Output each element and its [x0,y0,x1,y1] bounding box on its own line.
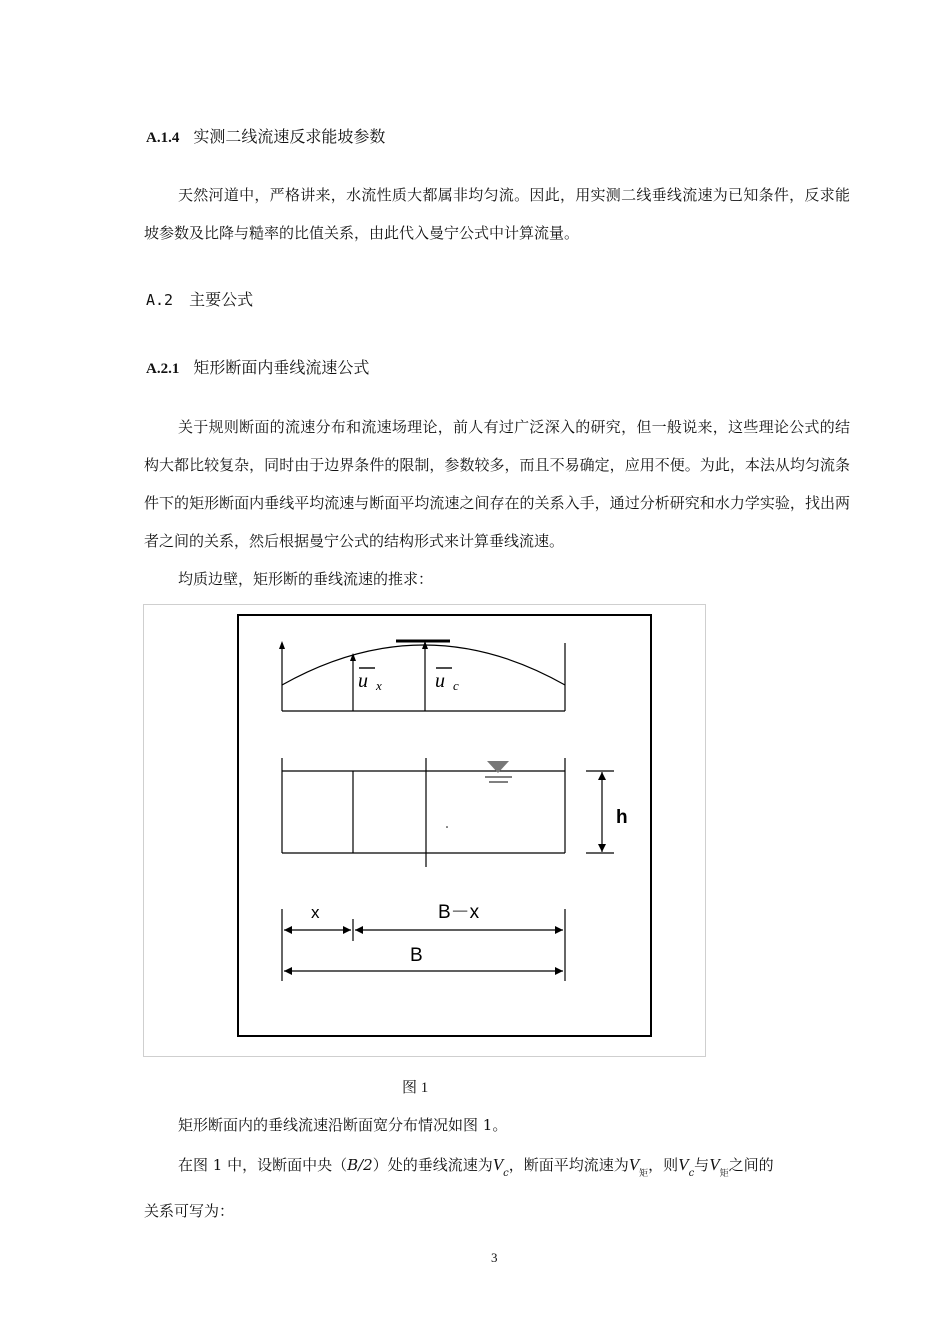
text-run: ，断面平均流速为 [508,1156,629,1174]
ux-sub: x [376,678,382,693]
section-heading-a21 [146,355,369,378]
var-v: V [678,1155,689,1174]
b-arrow-right [555,967,563,975]
uc-label: u [435,670,445,692]
text-run: 之间的 [728,1156,774,1174]
dot [446,826,448,828]
sub-ju: 矩 [719,1169,729,1179]
var-v: V [628,1155,640,1174]
page-number: 3 [491,1250,498,1265]
figure-diagram [144,605,705,1056]
paragraph: 关于规则断面的流速分布和流速场理论，前人有过广泛深入的研究，但一般说来，这些理论公式的结构大都比较复杂，同时由于边界条件的限制，参数较多，而且不易确定，应用不便。为此，本法从均匀流条件下的矩形断面内垂线平均流速与断面平均流速之间存在的关系入手，通过分析研究和水力学实验，找出两者之间的关系，然后根据曼宁公式的结构形式来计算垂线流速。 [144,418,850,550]
var-v: V [709,1155,720,1174]
h-arrow-down [598,844,606,852]
b-arrow-left [284,967,292,975]
section-number: A.2.1 [146,361,180,377]
bx-arrow-right [555,926,563,934]
paragraph-continuation: 关系可写为： [144,1202,235,1220]
figure-caption: 图 1 [402,1080,429,1096]
b-label: B [410,945,423,966]
bx-label: B－x [438,902,480,923]
x-arrow-left [284,926,292,934]
sub-ju: 矩 [639,1169,649,1179]
section-title: 实测二线流速反求能坡参数 [193,127,386,146]
section-heading-a14 [146,124,385,147]
text-run: 在图 1 中，设断面中央（ [178,1156,348,1174]
sub-c: c [503,1168,509,1179]
ux-label: u [358,670,368,692]
uc-sub: c [453,678,459,693]
x-label: x [311,903,320,922]
velocity-profile-curve [282,645,565,685]
section-title: 主要公式 [189,290,254,309]
sub-c: c [688,1168,695,1179]
arrow-head [279,641,285,649]
bx-arrow-left [355,926,363,934]
x-arrow-right [343,926,351,934]
section-number: A.2 [146,291,174,309]
section-number: A.1.4 [146,130,180,146]
paragraph: 均质边壁，矩形断的垂线流速的推求： [178,570,434,588]
figure-1 [143,604,706,1057]
section-heading-a2 [146,287,253,310]
paragraph-formula-intro [144,1146,852,1187]
h-label: h [616,807,628,828]
text-run-italic: B/2 [347,1156,373,1174]
paragraph: 矩形断面内的垂线流速沿断面宽分布情况如图 1。 [178,1116,508,1134]
h-arrow-up [598,772,606,780]
var-v: V [492,1155,504,1174]
text-run: 与 [694,1156,710,1174]
paragraph: 天然河道中，严格讲来，水流性质大都属非均匀流。因此，用实测二线垂线流速为已知条件，反求能坡参数及比降与糙率的比值关系，由此代入曼宁公式中计算流量。 [144,186,850,242]
text-run: ，则 [648,1156,679,1174]
section-title: 矩形断面内垂线流速公式 [193,358,370,377]
text-run: ）处的垂线流速为 [372,1156,493,1174]
